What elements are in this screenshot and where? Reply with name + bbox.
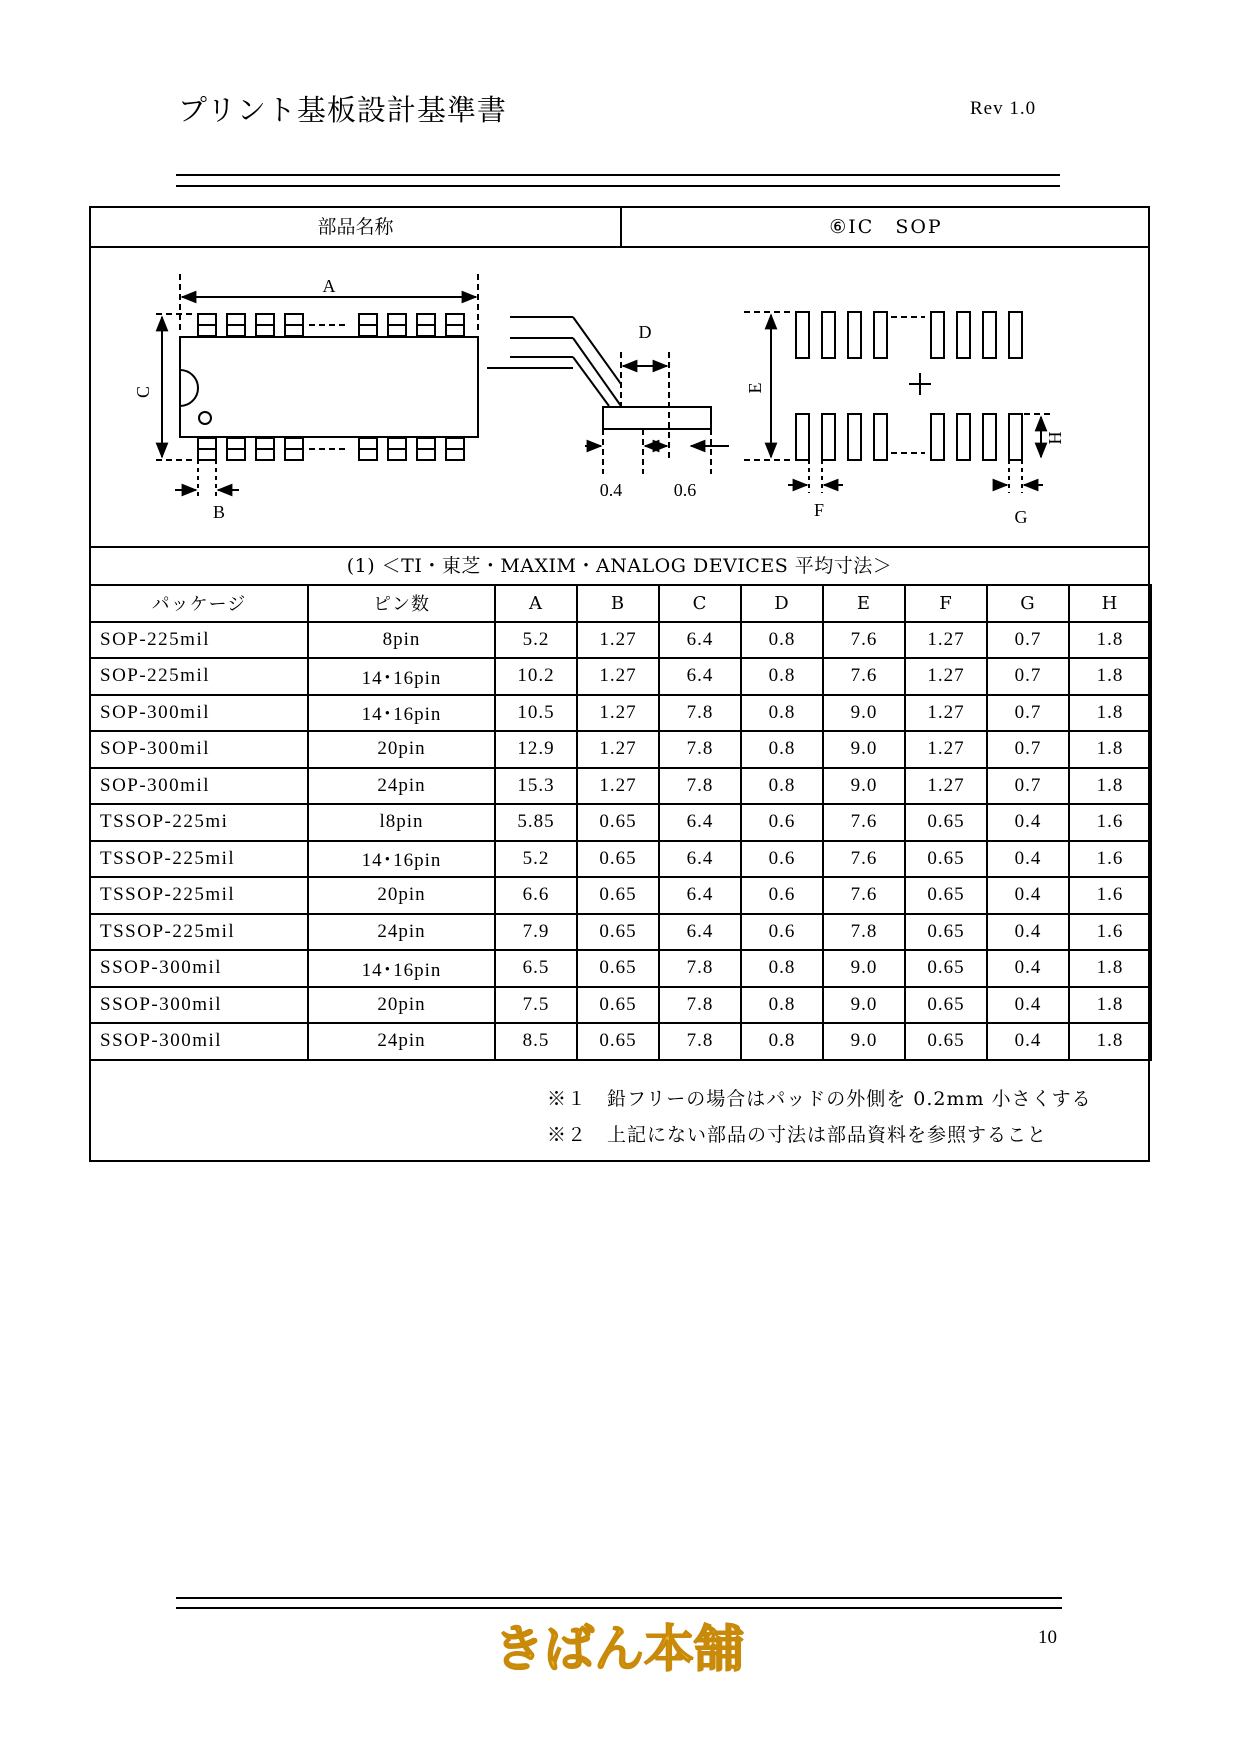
package-cell: TSSOP-225mil	[90, 877, 308, 914]
dimension-cell: 1.27	[905, 695, 987, 732]
pin-count-cell: 24pin	[308, 914, 495, 951]
header-d: D	[741, 585, 823, 622]
dimension-cell: 0.65	[577, 804, 659, 841]
dim-label-c: C	[133, 385, 153, 399]
dimension-cell: 1.27	[905, 658, 987, 695]
table-row	[90, 695, 1151, 732]
dimension-cell: 6.4	[659, 804, 741, 841]
header-h: H	[1069, 585, 1151, 622]
dimension-cell: 7.8	[659, 768, 741, 805]
dimension-cell: 1.8	[1069, 987, 1151, 1024]
dimension-cell: 1.6	[1069, 914, 1151, 951]
dimension-cell: 7.8	[659, 987, 741, 1024]
package-cell: SOP-300mil	[90, 695, 308, 732]
pin-count-cell: 20pin	[308, 987, 495, 1024]
dimension-cell: 12.9	[495, 731, 577, 768]
dimension-cell: 9.0	[823, 695, 905, 732]
table-row	[90, 768, 1151, 805]
dim-label-f: F	[813, 500, 825, 520]
dimension-cell: 6.5	[495, 950, 577, 987]
package-cell: TSSOP-225mi	[90, 804, 308, 841]
dimension-cell: 9.0	[823, 768, 905, 805]
dimension-cell: 6.6	[495, 877, 577, 914]
side-view-drawing	[487, 317, 729, 474]
lower-pads	[796, 414, 1022, 460]
header-b: B	[577, 585, 659, 622]
package-diagram	[91, 248, 1148, 552]
footer-rule-top	[176, 1597, 1062, 1599]
dim-label-e: E	[745, 382, 765, 394]
dimension-cell: 0.65	[577, 950, 659, 987]
dimension-cell: 1.6	[1069, 877, 1151, 914]
dimension-cell: 0.7	[987, 622, 1069, 659]
dimension-cell: 0.65	[577, 1023, 659, 1060]
dimension-cell: 0.65	[905, 950, 987, 987]
dimension-cell: 1.27	[577, 768, 659, 805]
dimension-cell: 0.4	[987, 877, 1069, 914]
header-e: E	[823, 585, 905, 622]
dimension-cell: 7.8	[659, 950, 741, 987]
dimension-cell: 0.65	[577, 987, 659, 1024]
note-2: ※２ 上記にない部品の寸法は部品資料を参照すること	[547, 1124, 1048, 1146]
dimension-cell: 10.2	[495, 658, 577, 695]
table-row	[90, 804, 1151, 841]
package-cell: TSSOP-225mil	[90, 841, 308, 878]
dimension-cell: 7.8	[659, 1023, 741, 1060]
dim-value-0-6: 0.6	[673, 480, 697, 500]
dimension-cell: 7.6	[823, 804, 905, 841]
package-cell: SOP-300mil	[90, 731, 308, 768]
dimension-cell: 1.8	[1069, 731, 1151, 768]
dimension-cell: 1.27	[577, 622, 659, 659]
pin-count-cell: 20pin	[308, 877, 495, 914]
dimension-cell: 0.65	[905, 877, 987, 914]
dimension-cell: 0.6	[741, 877, 823, 914]
pin-count-cell: 14･16pin	[308, 695, 495, 732]
dimension-cell: 9.0	[823, 1023, 905, 1060]
table-row	[90, 622, 1151, 659]
dimension-cell: 0.4	[987, 804, 1069, 841]
dim-label-d: D	[638, 322, 652, 342]
dimension-cell: 0.8	[741, 1023, 823, 1060]
table-row	[90, 1023, 1151, 1060]
note-1: ※１ 鉛フリーの場合はパッドの外側を 0.2mm 小さくする	[547, 1088, 1092, 1110]
package-cell: SOP-300mil	[90, 768, 308, 805]
dimension-cell: 6.4	[659, 658, 741, 695]
table-row	[90, 987, 1151, 1024]
dimension-cell: 0.65	[905, 1023, 987, 1060]
table-body	[90, 622, 1151, 1060]
pin-count-cell: 14･16pin	[308, 658, 495, 695]
dim-label-b: B	[212, 502, 226, 522]
dimension-cell: 1.27	[577, 658, 659, 695]
dimension-cell: 5.2	[495, 841, 577, 878]
dimension-cell: 1.8	[1069, 768, 1151, 805]
dimension-cell: 0.8	[741, 950, 823, 987]
dimension-cell: 0.7	[987, 658, 1069, 695]
pin-count-cell: l8pin	[308, 804, 495, 841]
dimension-cell: 9.0	[823, 987, 905, 1024]
revision-label: Rev 1.0	[970, 98, 1037, 119]
header-f: F	[905, 585, 987, 622]
dimension-cell: 7.6	[823, 841, 905, 878]
dim-label-h: H	[1045, 431, 1065, 445]
dimension-cell: 0.7	[987, 695, 1069, 732]
dimension-cell: 6.4	[659, 622, 741, 659]
dimension-cell: 0.4	[987, 987, 1069, 1024]
footer-rule-bottom	[176, 1607, 1062, 1609]
package-cell: SOP-225mil	[90, 622, 308, 659]
header-package: パッケージ	[90, 585, 308, 622]
part-name-value: ⑥IC SOP	[829, 216, 943, 238]
pin-count-cell: 8pin	[308, 622, 495, 659]
table-row	[90, 914, 1151, 951]
table-row	[90, 658, 1151, 695]
dimension-cell: 7.8	[659, 695, 741, 732]
dimension-cell: 1.8	[1069, 950, 1151, 987]
dimension-cell: 7.6	[823, 877, 905, 914]
dimension-table	[89, 584, 1152, 1061]
dimension-cell: 6.4	[659, 877, 741, 914]
part-header-row	[91, 208, 1148, 248]
dimension-cell: 0.65	[905, 841, 987, 878]
header-pin-count: ピン数	[308, 585, 495, 622]
dim-value-0-4: 0.4	[599, 480, 623, 500]
dimension-cell: 0.8	[741, 695, 823, 732]
dimension-cell: 1.8	[1069, 622, 1151, 659]
dimension-cell: 1.27	[577, 695, 659, 732]
dimension-cell: 9.0	[823, 950, 905, 987]
document-title: プリント基板設計基準書	[178, 93, 507, 127]
dimension-cell: 1.6	[1069, 804, 1151, 841]
dimension-cell: 1.27	[905, 768, 987, 805]
average-dimensions-title: (1) ＜TI・東芝・MAXIM・ANALOG DEVICES 平均寸法＞	[91, 546, 1148, 586]
dimension-cell: 7.6	[823, 622, 905, 659]
package-cell: SOP-225mil	[90, 658, 308, 695]
footprint-drawing	[744, 312, 1053, 493]
dimension-cell: 0.6	[741, 804, 823, 841]
dimension-cell: 7.8	[659, 731, 741, 768]
dim-label-a: A	[322, 276, 336, 296]
company-logo	[484, 1618, 754, 1678]
dimension-cell: 7.5	[495, 987, 577, 1024]
dimension-cell: 0.65	[905, 914, 987, 951]
dimension-cell: 0.8	[741, 768, 823, 805]
dimension-cell: 0.7	[987, 731, 1069, 768]
dimension-cell: 0.4	[987, 1023, 1069, 1060]
table-row	[90, 950, 1151, 987]
header-c: C	[659, 585, 741, 622]
package-cell: SSOP-300mil	[90, 1023, 308, 1060]
header-rule-top	[176, 174, 1060, 176]
package-cell: SSOP-300mil	[90, 987, 308, 1024]
dimension-cell: 0.4	[987, 914, 1069, 951]
table-row	[90, 841, 1151, 878]
dimension-cell: 8.5	[495, 1023, 577, 1060]
dimension-cell: 7.8	[823, 914, 905, 951]
header-rule-bottom	[176, 185, 1060, 187]
top-view-drawing	[156, 274, 478, 498]
upper-pads	[796, 312, 1022, 358]
dimension-cell: 0.4	[987, 950, 1069, 987]
header-a: A	[495, 585, 577, 622]
package-cell: SSOP-300mil	[90, 950, 308, 987]
dimension-cell: 0.65	[577, 914, 659, 951]
dimension-cell: 0.6	[741, 841, 823, 878]
pin-count-cell: 24pin	[308, 1023, 495, 1060]
dimension-cell: 9.0	[823, 731, 905, 768]
pin-count-cell: 20pin	[308, 731, 495, 768]
dimension-cell: 7.9	[495, 914, 577, 951]
dimension-cell: 1.8	[1069, 695, 1151, 732]
dimension-cell: 0.65	[577, 877, 659, 914]
dimension-cell: 0.8	[741, 731, 823, 768]
dimension-cell: 5.2	[495, 622, 577, 659]
dimension-cell: 0.65	[905, 987, 987, 1024]
dimension-cell: 0.8	[741, 622, 823, 659]
lower-pins	[198, 438, 464, 460]
dimension-cell: 1.8	[1069, 658, 1151, 695]
dimension-cell: 0.8	[741, 987, 823, 1024]
dimension-cell: 1.27	[577, 731, 659, 768]
part-name-label: 部品名称	[91, 208, 622, 246]
package-cell: TSSOP-225mil	[90, 914, 308, 951]
dimension-cell: 6.4	[659, 914, 741, 951]
dimension-cell: 5.85	[495, 804, 577, 841]
dimension-cell: 6.4	[659, 841, 741, 878]
dimension-cell: 1.27	[905, 622, 987, 659]
company-logo-text: きばん本舗	[494, 1620, 744, 1678]
dimension-cell: 0.65	[577, 841, 659, 878]
dimension-cell: 15.3	[495, 768, 577, 805]
dim-label-g: G	[1014, 507, 1028, 527]
table-row	[90, 877, 1151, 914]
table-row	[90, 731, 1151, 768]
dimension-cell: 0.7	[987, 768, 1069, 805]
dimension-cell: 0.65	[905, 804, 987, 841]
page-number: 10	[1038, 1627, 1057, 1648]
header-g: G	[987, 585, 1069, 622]
dimension-cell: 0.6	[741, 914, 823, 951]
table-header-row	[90, 585, 1151, 622]
upper-pins	[198, 314, 464, 336]
pin-count-cell: 14･16pin	[308, 841, 495, 878]
dimension-cell: 0.8	[741, 658, 823, 695]
dimension-cell: 1.6	[1069, 841, 1151, 878]
spec-sheet-box	[89, 206, 1150, 1162]
dimension-cell: 0.4	[987, 841, 1069, 878]
pin-count-cell: 24pin	[308, 768, 495, 805]
dimension-cell: 7.6	[823, 658, 905, 695]
pin-count-cell: 14･16pin	[308, 950, 495, 987]
dimension-cell: 1.8	[1069, 1023, 1151, 1060]
dimension-cell: 1.27	[905, 731, 987, 768]
dimension-cell: 10.5	[495, 695, 577, 732]
